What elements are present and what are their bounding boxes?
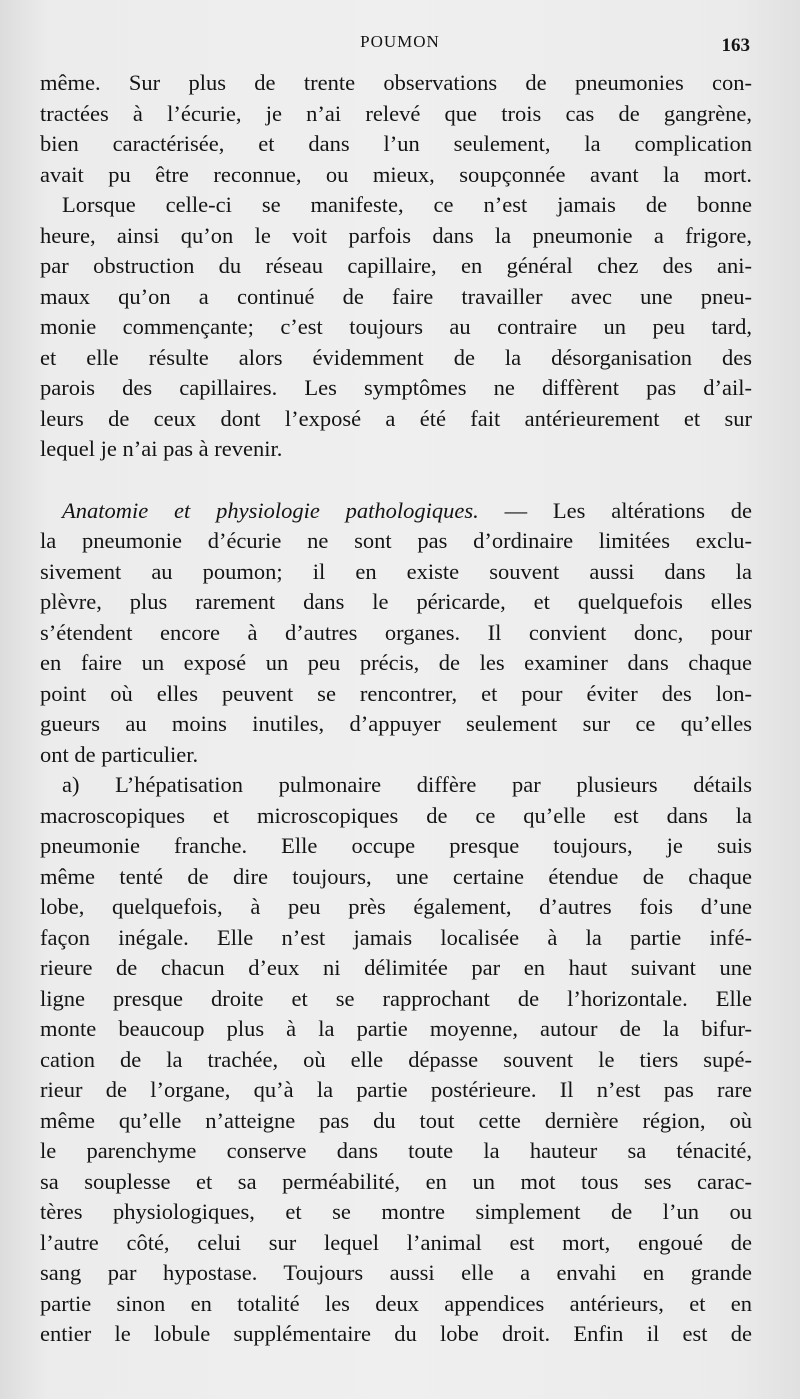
text-line: s’étendent encore à d’autres organes. Il convient donc, pour bbox=[40, 619, 752, 645]
text-line: leurs de ceux dont l’exposé a été fait antérieurement et sur bbox=[40, 405, 752, 431]
text-line: Lorsque celle-ci se manifeste, ce n’est jamais de bonne bbox=[62, 192, 752, 217]
text-line: point où elles peuvent se rencontrer, et pour éviter des lon- bbox=[40, 680, 752, 706]
text-line: sa souplesse et sa perméabilité, en un mot tous ses carac- bbox=[40, 1168, 752, 1194]
text-line: bien caractérisée, et dans l’un seulement, la complication bbox=[40, 131, 752, 156]
text-span: — Les altérations de bbox=[478, 497, 753, 523]
running-title: POUMON bbox=[360, 32, 440, 51]
text-line: même tenté de dire toujours, une certaine étendue de chaque bbox=[40, 863, 752, 889]
section-heading: Anatomie et physiologie pathologiques. bbox=[62, 497, 479, 523]
text-line: sang par hypostase. Toujours aussi elle a envahi en grande bbox=[40, 1260, 752, 1285]
text-line: pneumonie franche. Elle occupe presque toujours, je suis bbox=[40, 833, 752, 858]
text-line: tractées à l’écurie, je n’ai relevé que trois cas de gangrène, bbox=[40, 100, 752, 126]
text-line: sivement au poumon; il en existe souvent aussi dans la bbox=[40, 558, 752, 584]
text-line: rieur de l’organe, qu’à la partie postérieure. Il n’est pas rare bbox=[40, 1077, 752, 1102]
text-line: avait pu être reconnue, ou mieux, soupçonnée avant la mort. bbox=[40, 161, 752, 187]
text-line: l’autre côté, celui sur lequel l’animal est mort, engoué de bbox=[40, 1229, 752, 1255]
text-line: en faire un exposé un peu précis, de les examiner dans chaque bbox=[40, 650, 752, 675]
section-gap bbox=[40, 465, 752, 496]
text-line: a) L’hépatisation pulmonaire diffère par plusieurs détails bbox=[62, 772, 752, 797]
page-header bbox=[0, 32, 800, 58]
text-line: cation de la trachée, où elle dépasse souvent le tiers supé- bbox=[40, 1046, 752, 1072]
text-line: partie sinon en totalité les deux appendices antérieurs, et en bbox=[40, 1290, 752, 1316]
text-line: macroscopiques et microscopiques de ce qu’elle est dans la bbox=[40, 802, 752, 828]
text-line: entier le lobule supplémentaire du lobe droit. Enfin il est de bbox=[40, 1321, 752, 1346]
text-line: gueurs au moins inutiles, d’appuyer seulement sur ce qu’elles bbox=[40, 711, 752, 736]
text-line: façon inégale. Elle n’est jamais localisée à la partie infé- bbox=[40, 924, 752, 950]
text-line: parois des capillaires. Les symptômes ne diffèrent pas d’ail- bbox=[40, 375, 752, 400]
text-line: la pneumonie d’écurie ne sont pas d’ordinaire limitées exclu- bbox=[40, 528, 752, 553]
text-line: plèvre, plus rarement dans le péricarde, et quelquefois elles bbox=[40, 589, 752, 614]
text-line: lobe, quelquefois, à peu près également, d’autres fois d’une bbox=[40, 894, 752, 919]
text-line: lequel je n’ai pas à revenir. bbox=[40, 436, 283, 461]
text-line: même qu’elle n’atteigne pas du tout cette dernière région, où bbox=[40, 1107, 752, 1133]
text-line: tères physiologiques, et se montre simplement de l’un ou bbox=[40, 1199, 752, 1224]
body-text bbox=[40, 68, 752, 1350]
text-line: monie commençante; c’est toujours au contraire un peu tard, bbox=[40, 314, 752, 339]
text-line: ligne presque droite et se rapprochant de l’horizontale. Elle bbox=[40, 985, 752, 1011]
page-number: 163 bbox=[721, 35, 750, 56]
text-line: rieure de chacun d’eux ni délimitée par en haut suivant une bbox=[40, 955, 752, 980]
text-line: monte beaucoup plus à la partie moyenne, autour de la bifur- bbox=[40, 1016, 752, 1041]
text-line: par obstruction du réseau capillaire, en général chez des ani- bbox=[40, 253, 752, 278]
text-line: et elle résulte alors évidemment de la désorganisation des bbox=[40, 344, 752, 370]
text-line: maux qu’on a continué de faire travailler avec une pneu- bbox=[40, 283, 752, 309]
text-line: heure, ainsi qu’on le voit parfois dans la pneumonie a frigore, bbox=[40, 222, 752, 248]
text-line: même. Sur plus de trente observations de pneumonies con- bbox=[40, 70, 752, 95]
text-line: le parenchyme conserve dans toute la hauteur sa ténacité, bbox=[40, 1138, 752, 1163]
section-heading-line bbox=[40, 496, 752, 527]
text-line: ont de particulier. bbox=[40, 741, 199, 767]
